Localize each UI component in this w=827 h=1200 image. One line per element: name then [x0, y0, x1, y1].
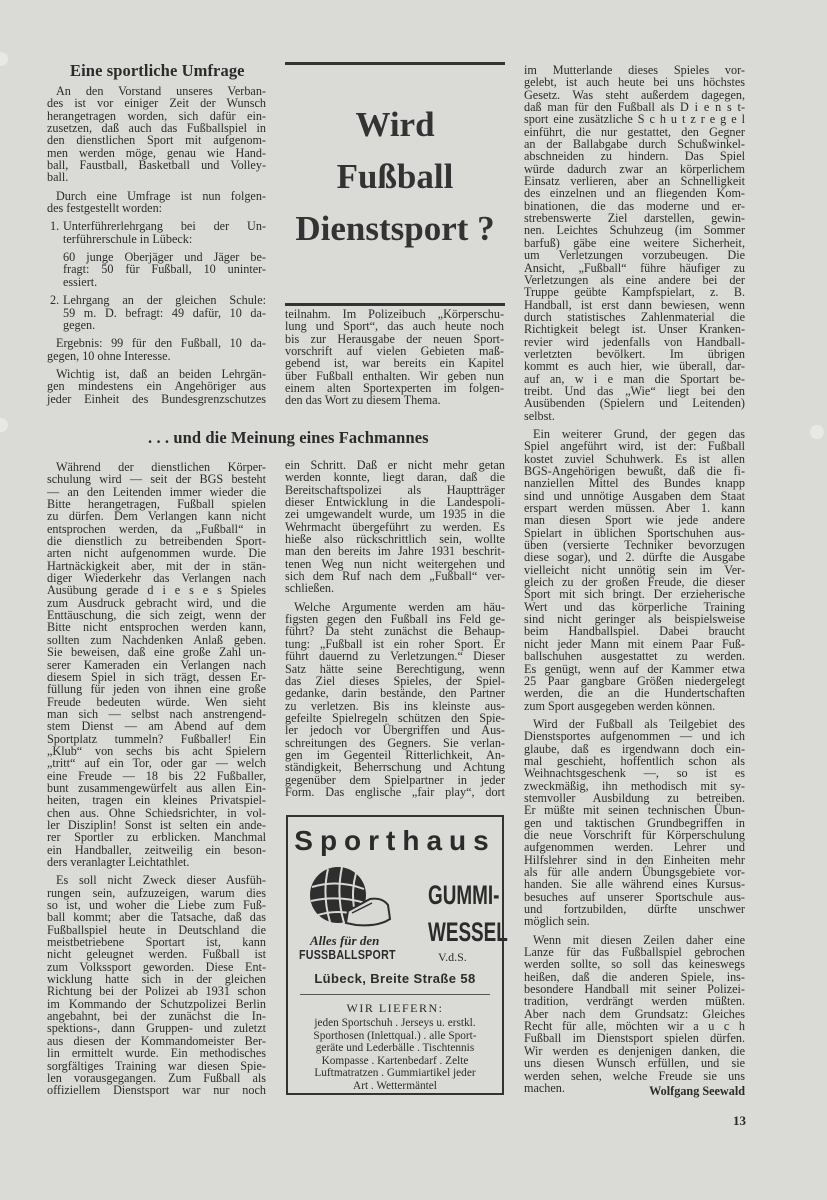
text-line: so ist, und woher die Liebe zum Fuß- [47, 898, 266, 913]
text-line: zu verletzen. Bis ins kleinste aus- [285, 698, 505, 713]
text-line: zu dürfen. Dem Verlangen kann nicht [47, 509, 266, 524]
text-line: verletzten bevölkert. Im übrigen [524, 346, 745, 361]
ad-divider [300, 994, 490, 995]
text-line: kommt es auch hier, wie überall, dar- [524, 359, 745, 374]
text-line: Ausübenden (Spielern und Leitenden) [524, 396, 745, 411]
text-line: nicht jeder Mann mit einem Paar Fuß- [524, 636, 745, 651]
text-line: gegen, 10 ohne Interesse. [47, 348, 171, 363]
text-line: schulung wird — seit der BGS besteht [47, 472, 266, 487]
text-line: terführerschule in Lübeck: [63, 231, 193, 246]
text-line: mal geschieht, hoffentlich schon als [524, 753, 745, 768]
text-line: daß man für den Fußball als D i e n s t- [524, 100, 745, 115]
text-line: meistbetriebene Sportart ist, kann [47, 935, 266, 950]
text-line: chen aus. Ohne Schiedsrichter, in vol- [47, 805, 266, 820]
ad-we-deliver: WIR LIEFERN: [346, 1001, 444, 1015]
text-line: stem Dienst — am Abend auf dem [47, 719, 266, 734]
text-line: gegen. [63, 317, 96, 332]
text-line: „tritt“ auf ein Tor, oder gar — welch [47, 756, 266, 771]
text-line: schließen. [285, 581, 335, 596]
text-line: aus diesen der Kommandomeister Ber- [47, 1033, 266, 1048]
text-line: herangetragen worden, sich dafür ein- [47, 108, 266, 123]
text-line: serer Kameraden ein Verlangen nach [47, 657, 266, 672]
text-line: im Kommando der Schutzpolizei Berlin [47, 996, 266, 1011]
text-line: lin ermittelt wurde. Ein methodisches [47, 1046, 266, 1061]
text-line: Lehrgang an der gleichen Schule: [63, 293, 266, 308]
text-line: nicht geleugnet werden. Fußball ist [47, 947, 266, 962]
ad-product-line: jeden Sportschuh . Jerseys u. erstkl. [314, 1017, 476, 1029]
ad-vds: V.d.S. [438, 950, 467, 964]
text-line: auf an, w i e man die Sportart be- [524, 371, 745, 386]
text-line: heißen, daß die anderen Spiele, ins- [524, 969, 745, 984]
paragraph [47, 85, 266, 184]
text-line: Richtung bei der Polizei ab 1931 schon [47, 984, 266, 999]
text-line: BGS-Angehörigen bewußt, daß die fi- [524, 464, 745, 478]
headline-line: Wird [355, 105, 435, 144]
text-line: strebenswerte Ziel darstellen, gewin- [524, 211, 745, 226]
ad-slogan-2: FUSSBALLSPORT [299, 947, 396, 962]
ad-address: Lübeck, Breite Straße 58 [314, 971, 476, 986]
text-line: 60 junge Oberjäger und Jäger be- [63, 250, 266, 265]
text-line: zum Sport ausgegeben werden können. [524, 698, 716, 713]
text-line: einführt, die nur gestattet, den Gegner [524, 124, 745, 139]
text-line: und fortzubilden, dürfte unschwer [524, 902, 745, 917]
text-line: ballschuhen ausgestattet zu werden. [524, 649, 745, 664]
paragraph [524, 64, 745, 422]
text-line: sind nicht geringer als beispielsweise [524, 612, 745, 627]
text-line: Wir werden es denjenigen danken, die [524, 1043, 745, 1058]
ad-brand-line: WESSEL [428, 917, 508, 947]
punch-hole [0, 418, 8, 432]
text-line: spektions-, dann Gruppen- und zuletzt [47, 1021, 266, 1036]
text-line: Form. Das englische „fair play“, dort [285, 784, 505, 799]
text-line: beim Handballspiel. Dabei braucht [524, 624, 745, 639]
paragraph [47, 220, 266, 245]
text-line: Hilfslehrer sind in den Einheiten mehr [524, 852, 745, 867]
text-line: vorschrift auf vielen Gebieten maß- [285, 344, 504, 359]
text-line: gebend ist, war bereits ein Kapitel [285, 356, 504, 371]
text-line: abschneiden zu hindern. Das Spiel [524, 149, 745, 164]
text-line: Unterführerlehrgang bei der Un- [63, 219, 266, 234]
text-line: werden sollte, so soll das keineswegs [524, 957, 745, 972]
page-number: 13 [733, 1113, 746, 1128]
text-line: Spiel angeführt wird, ist der: Fußball [524, 439, 745, 454]
text-line: Bitte herangetragen, Fußball spielen [47, 497, 266, 512]
text-line: Ergebnis: 99 für den Fußball, 10 da- [56, 336, 266, 351]
text-line: arten nicht aufgenommen wurde. Die [47, 546, 266, 561]
author-signature: Wolfgang Seewald [649, 1084, 745, 1098]
text-line: füllung für jeden von ihnen eine große [47, 682, 266, 697]
ad-product-line: Luftmatratzen . Gummiartikel jeder [314, 1067, 476, 1080]
text-line: Aber nach dem Grundsatz: Gleiches [524, 1006, 745, 1021]
text-line: zusetzen, daß auch das Fußballspiel in [47, 121, 266, 136]
text-line: Wert und das körperliche Training [524, 599, 745, 614]
text-line: stemvoller Ausbildung zu betreiben. [524, 790, 745, 805]
paragraph [285, 459, 505, 595]
ad-product-line: Sporthosen (Inlettqual.) . alle Sport- [313, 1029, 477, 1042]
punch-hole [810, 425, 824, 439]
paragraph [47, 461, 266, 868]
punch-hole [0, 52, 8, 66]
text-line: Sportplatz tummeln? Fußballer! Ein [47, 731, 266, 746]
text-line: teilnahm. Im Polizeibuch „Körperschu- [285, 307, 504, 321]
ad-title: Sporthaus [294, 825, 496, 856]
paragraph [47, 294, 266, 331]
text-line: vielleicht nicht unnötig sein im Ver- [524, 562, 745, 577]
text-line: gen im Gegenteil Ritterlichkeit, An- [285, 747, 505, 762]
text-line: gegenüber dem Spielpartner in jeder [285, 772, 505, 787]
text-line: uns diesen Wunsch erfüllen, und sie [524, 1056, 745, 1071]
paragraph [47, 874, 266, 1096]
ad-brand [428, 877, 508, 951]
ad-brand-line: GUMMI- [428, 880, 500, 910]
text-line: als für alle andern Übungsgebiete vor- [524, 865, 745, 879]
text-line: möglich sein. [524, 914, 590, 929]
ad-product-line: Kompasse . Kartenbedarf . Zelte [321, 1054, 469, 1067]
text-line: ein Handballer, zeitweilig ein beson- [47, 842, 266, 857]
text-line: Satz hätte seine Berechtigung, wenn [285, 661, 505, 676]
text-line: sich dem Ruf nach dem „Fußball“ ver- [285, 569, 505, 584]
text-line: Bitte nicht entsprochen werden kann, [47, 620, 266, 635]
text-line: gen mindestens ein Angehöriger aus [47, 379, 266, 394]
text-line: barfuß) gäbe eine weitere Sicherheit, [524, 235, 745, 250]
text-line: ler jedoch vor Übergriffen und Aus- [285, 723, 505, 738]
text-line: Ein weiterer Grund, der gegen das [533, 426, 745, 441]
text-line: Freude bedeuten würde. Wen sieht [47, 694, 266, 709]
ad-product-line: geräte und Lederbälle . Tischtennis [315, 1042, 475, 1055]
text-line: men werden möge, genau wie Hand- [47, 145, 266, 160]
text-line: ler Disziplin! Sonst ist selten ein ande- [47, 817, 266, 832]
text-line: rer Sportler zu erblicken. Manchmal [47, 830, 266, 845]
text-line: des einzelnen und an fliegenden Kom- [524, 186, 745, 201]
paragraph [524, 428, 745, 712]
text-line: wicklung hatte sich in der gleichen [47, 972, 266, 987]
text-line: führt? Da steht zunächst die Behaup- [285, 624, 505, 639]
article-column-1 [47, 461, 266, 1103]
text-line: tenen Weg nun nicht weitergehen und [285, 556, 505, 571]
text-line: — an den Leitenden immer wieder die [47, 484, 266, 499]
text-line: Wird der Fußball als Teilgebiet des [533, 716, 745, 731]
text-line: Weihnachtsgeschenk —, so ist es [524, 766, 745, 781]
text-line: zei umgewandelt wurde, um 1935 in die [285, 507, 505, 522]
text-line: Wichtig ist, daß an beiden Lehrgän- [56, 366, 266, 381]
text-line: Recht für alle, möchten wir a u c h [524, 1019, 745, 1034]
survey-column [47, 85, 266, 411]
text-line: sollten zum Nachdenken Anlaß geben. [47, 632, 266, 647]
survey-title: Eine sportliche Umfrage [70, 61, 245, 80]
paragraph [47, 251, 266, 288]
text-line: fragt: 50 für Fußball, 10 uninter- [63, 262, 266, 277]
text-line: Während der dienstlichen Körper- [56, 460, 266, 474]
text-line: im Mutterlande dieses Spieles vor- [524, 63, 745, 77]
text-line: Verletzungen als eine andere bei der [524, 272, 745, 287]
text-line: Gesetz. Was steht außerdem dagegen, [524, 87, 745, 102]
text-line: gefeilte Spielregeln schützen den Spie- [285, 710, 505, 725]
text-line: gedanke, darin bestände, den Partner [285, 686, 505, 701]
text-line: binationen, die das moderne und er- [524, 198, 745, 213]
text-line: bunt zusammengewürfelt aus allen Ein- [47, 780, 266, 795]
text-line: besondere Handball mit seiner Polizei- [524, 982, 745, 997]
headline-box [285, 62, 505, 306]
text-line: kostet zuviel Schuhwerk. Es ist allen [524, 451, 745, 466]
text-line: Lanze für das Fußballspiel gebrochen [524, 945, 745, 960]
text-line: des festgestellt worden: [47, 201, 163, 216]
list-number: 2. [50, 293, 60, 308]
article-column-2 [285, 459, 505, 804]
text-line: Es genügt, wenn auf der Kammer etwa [524, 661, 745, 676]
paragraph [47, 368, 266, 405]
text-line: ball kommt; aber die Tatsache, daß das [47, 910, 266, 925]
text-line: Truppe geübte Kampfspielart, z. B. [524, 285, 745, 300]
text-line: werden konnte, liegt daran, daß die [285, 470, 505, 485]
text-line: Wenn mit diesen Zeilen daher eine [533, 932, 745, 947]
text-line: Sport mit sich bringt. Der erzieherische [524, 587, 745, 602]
text-line: aufgenommen werden. Lehrer und [524, 840, 745, 855]
list-number: 1. [50, 219, 60, 234]
sporthaus-advertisement [286, 815, 508, 1095]
text-line: ball. [47, 170, 69, 185]
text-line: revier wird jedenfalls von Handball- [524, 334, 745, 349]
text-line: dieser Entwicklung in die Landespoli- [285, 495, 505, 510]
text-line: werden, die an die Hundertschaften [524, 686, 745, 701]
text-line: eine Freude — 18 bis 22 Fußballer, [47, 768, 266, 783]
text-line: Hartnäckigkeit aber, mit der in stän- [47, 558, 266, 573]
text-line: um Verletzungen vorzubeugen. Die [524, 248, 745, 263]
text-line: man sich — selbst nach anstrengend- [47, 706, 266, 721]
text-line: erspart werden müssen. Aber 1. kann [524, 501, 745, 516]
text-line: Enttäuschung, die sich zeigt, wenn der [47, 608, 266, 623]
text-line: len vorausgegangen. Zum Fußball als [47, 1070, 266, 1085]
text-line: diesem Spiel in sich trägt, dessen Er- [47, 669, 266, 684]
text-line: die neue Vorschrift für Körperschulung [524, 827, 745, 842]
text-line: ders veranlagter Leichtathlet. [47, 855, 190, 869]
paragraph [285, 308, 504, 407]
football-boot-icon [308, 865, 398, 933]
text-line: „Klub“ von sechs bis acht Spielern [47, 743, 266, 758]
text-line: des ist vor einiger Zeit der Wunsch [47, 96, 266, 111]
text-line: führt dauernd zu Verletzungen.“ Dieser [285, 649, 505, 664]
text-line: den das Wort zu diesem Thema. [285, 393, 441, 408]
text-line: bis zur Herausgabe der neuen Sport- [285, 331, 504, 346]
text-line: Es soll nicht Zweck dieser Ausfüh- [56, 873, 266, 888]
text-line: nanziellen Mittel des Bundes knapp [524, 476, 745, 491]
text-line: die dienstlich zu betreibenden Sport- [47, 534, 266, 549]
text-line: 59 m. D. befragt: 49 dafür, 10 da- [63, 305, 266, 320]
text-line: lung und Sport“, das auch heute noch [285, 319, 504, 334]
paragraph [524, 718, 745, 928]
text-line: offiziellem Dienstsport war nur noch [47, 1083, 266, 1098]
text-line: Fußball im Dienstsport spielen dürfen. [524, 1031, 745, 1046]
text-line: figsten gegen den Fußball ins Feld ge- [285, 612, 505, 627]
text-line: sind und unnötige Ausgaben dem Staat [524, 488, 745, 503]
text-line: durch statistisches Zahlenmaterial die [524, 309, 745, 324]
text-line: Ansicht, „Fußball“ führe häufiger zu [524, 260, 745, 275]
text-line: zum Ausdruck gebracht wird, und die [47, 595, 266, 610]
text-line: sport eine zusätzliche S c h u t z r e g e l [524, 112, 745, 127]
text-line: machen. [524, 1080, 565, 1095]
text-line: gen und taktischen Grundbegriffen in [524, 815, 745, 830]
text-line: diese sogar), und 2. dürfte die Ausgabe [524, 550, 745, 565]
text-line: den dienstlichen Sport mit aufgenom- [47, 133, 266, 148]
text-line: das Ziel dieses Spieles, der Spiel- [285, 673, 505, 688]
text-line: zum Volkssport geworden. Diese Ent- [47, 959, 266, 974]
text-line: an der Ballabgabe durch Schußwinkel- [524, 137, 745, 152]
text-line: Sie beweisen, daß eine große Zahl un- [47, 645, 266, 660]
text-line: besuches auf unserer Sportschule aus- [524, 889, 745, 904]
text-line: über Fußball enthalten. Wir geben nun [285, 368, 504, 383]
text-line: jeder Einheit des Bundesgrenzschutzes [47, 391, 266, 406]
text-line: ein Schritt. Daß er nicht mehr getan [285, 458, 505, 472]
paragraph [47, 337, 266, 362]
text-line: würde dadurch zwar an körperlichem [524, 161, 745, 176]
text-line: Wehrmacht übergeführt zu werden. Es [285, 519, 505, 534]
paragraph [524, 934, 745, 1094]
text-line: angebahnt, bei der zunächst die In- [47, 1009, 266, 1024]
text-line: Ausübung gerade d i e s e s Spieles [47, 583, 266, 598]
text-line: gleich zu der großen Freude, die dieser [524, 575, 745, 590]
ad-product-line: Art . Wettermäntel [353, 1079, 437, 1092]
text-line: tung: „Fußball ist ein roher Sport. Er [285, 636, 505, 651]
ad-product-list [294, 1017, 496, 1093]
text-line: entsprochen werden, da „Fußball“ in [47, 521, 266, 536]
text-line: glaube, daß es irgendwann doch ein- [524, 741, 745, 756]
text-line: handen. Sie alle während eines Kursus- [524, 877, 745, 892]
headline-line: Dienstsport ? [295, 209, 495, 248]
text-line: hieße also rückschrittlich sein, wollte [285, 532, 505, 547]
paragraph [285, 601, 505, 799]
headline-line: Fußball [336, 157, 454, 196]
text-line: Spielart in üblichen Sportschuhen aus- [524, 525, 745, 540]
text-line: essiert. [63, 274, 98, 289]
text-line: werden sehen, welche Freude sie uns [524, 1068, 745, 1083]
text-line: Durch eine Umfrage ist nun folgen- [56, 188, 266, 203]
text-line: sorgfältiges Training war diesen Spie- [47, 1058, 266, 1073]
text-line: treibt. Und das „Wie“ liegt bei den [524, 383, 745, 398]
text-line: An den Vorstand unseres Verban- [56, 84, 266, 98]
text-line: schreitungen des Gegners. Sie verlan- [285, 735, 505, 750]
survey-continuation [285, 308, 504, 413]
text-line: Einsatz verlieren, aber an Schnelligkeit [524, 174, 745, 189]
text-line: diger Wiederkehr das Verlangen nach [47, 571, 266, 586]
text-line: heiten, tragen ein kleines Privatspiel- [47, 793, 266, 808]
text-line: zweckmäßig, ihn methodisch mit sy- [524, 778, 745, 793]
article-title: . . . und die Meinung eines Fachmannes [148, 428, 429, 447]
text-line: üben (versierte Techniker bevorzugen [524, 538, 745, 553]
text-line: Dienstsportes aufgenommen — und ich [524, 729, 745, 744]
text-line: selbst. [524, 408, 555, 423]
text-line: man diesen Sport wie jede andere [524, 513, 745, 528]
text-line: man den bereits im Jahre 1931 beschrit- [285, 544, 505, 559]
text-line: Er müßte mit seinen technischen Übun- [524, 803, 745, 818]
text-line: Richtigkeit belegt ist. Unser Kranken- [524, 322, 745, 337]
text-line: rungen sein, aufzuzeigen, warum dies [47, 885, 266, 900]
text-line: Handball, ist erst dann bewiesen, wenn [524, 297, 745, 312]
text-line: ständigkeit, Beherrschung und Achtung [285, 760, 505, 775]
text-line: gelebt, ist auch heute bei uns höchstes [524, 75, 745, 90]
text-line: 25 Paar gangbare Größen niedergelegt [524, 673, 745, 688]
text-line: nen. Leichtes Schuhzeug (im Sommer [524, 223, 745, 238]
text-line: Fußballspiel heute in Deutschland die [47, 922, 266, 937]
text-line: Welche Argumente werden am häu- [294, 599, 505, 614]
text-line: ball, Faustball, Basketball und Volley- [47, 158, 266, 173]
text-line: einem alten Sportexperten im folgen- [285, 381, 504, 396]
text-line: Bereitschaftspolizei als Hauptträger [285, 482, 505, 497]
ad-slogan: Alles für den [310, 933, 380, 948]
article-column-3 [524, 64, 745, 1100]
text-line: tradition, verdrängt werden müßten. [524, 994, 745, 1009]
paragraph [47, 190, 266, 215]
